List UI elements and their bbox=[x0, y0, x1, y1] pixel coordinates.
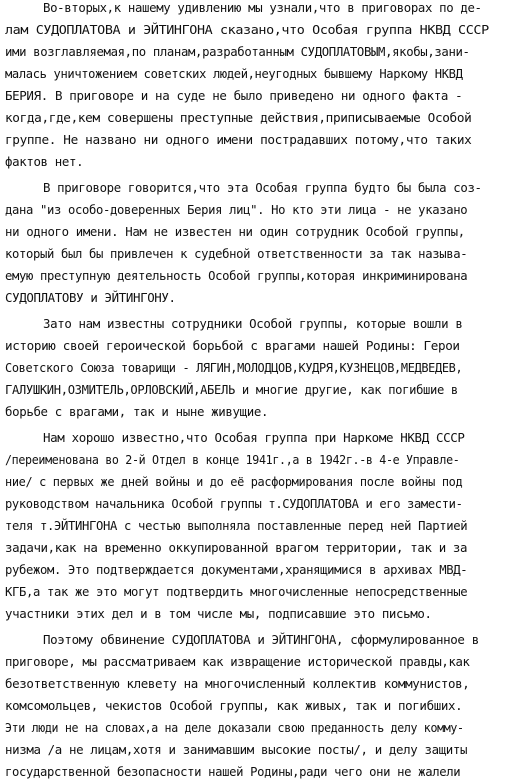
text-line: государственной безопасности нашей Родины,ради чего они не жалели bbox=[5, 764, 461, 779]
text-line: БЕРИЯ. В приговоре и на суде не было приведено ни одного факта - bbox=[5, 88, 463, 103]
text-line: задачи,как на временно оккупированной врагом территории, так и за bbox=[5, 540, 468, 555]
text-line: Нам хорошо известно,что Особая группа при Наркоме НКВД СССР bbox=[43, 430, 465, 445]
text-line: дана "из особо-доверенных Берия лиц". Но кто эти лица - не указано bbox=[5, 202, 468, 217]
text-line: когда,где,кем совершены преступные действия,приписываемые Особой bbox=[5, 110, 472, 125]
text-line: В приговоре говорится,что эта Особая группа будто бы была соз- bbox=[43, 180, 482, 195]
text-line: приговоре, мы рассматриваем как извращение исторической правды,как bbox=[5, 654, 470, 669]
text-line: который был бы привлечен к судебной ответственности за так называ- bbox=[5, 246, 468, 261]
text-line: руководством начальника Особой группы т.СУДОПЛАТОВА и его замести- bbox=[5, 496, 463, 511]
text-line: Поэтому обвинение СУДОПЛАТОВА и ЭЙТИНГОНА, сформулированное в bbox=[43, 632, 479, 647]
text-line: ние/ с первых же дней войны и до её расформирования после войны под bbox=[5, 474, 463, 489]
text-line: фактов нет. bbox=[5, 154, 84, 169]
text-line: низма /а не лицам,хотя и занимавшим высокие посты/, и делу защиты bbox=[5, 742, 468, 757]
text-line: борьбе с врагами, так и ныне живущие. bbox=[5, 404, 269, 419]
text-line: комсомольцев, чекистов Особой группы, как живых, так и погибших. bbox=[5, 698, 463, 713]
text-line: Эти люди не на словах,а на деле доказали свою преданность делу комму- bbox=[5, 720, 464, 735]
text-line: /переименована во 2-й Отдел в конце 1941г.,а в 1942г.-в 4-е Управле- bbox=[5, 452, 460, 467]
text-line: Советского Союза товарищи - ЛЯГИН,МОЛОДЦОВ,КУДРЯ,КУЗНЕЦОВ,МЕДВЕДЕВ, bbox=[5, 360, 463, 375]
text-line: теля т.ЭЙТИНГОНА с честью выполняла поставленные перед ней Партией bbox=[5, 518, 468, 533]
text-line: историю своей героической борьбой с врагами нашей Родины: Герои bbox=[5, 338, 460, 353]
text-line: лам СУДОПЛАТОВА и ЭЙТИНГОНА сказано,что Особая группа НКВД СССР bbox=[5, 22, 489, 37]
text-line: безответственную клевету на многочисленный коллектив коммунистов, bbox=[5, 676, 470, 691]
text-line: СУДОПЛАТОВУ и ЭЙТИНГОНУ. bbox=[5, 290, 176, 305]
text-line: участники этих дел и в том числе мы, подписавшие это письмо. bbox=[5, 606, 432, 621]
text-line: Во-вторых,к нашему удивлению мы узнали,что в приговорах по де- bbox=[43, 0, 482, 15]
text-line: рубежом. Это подтверждается документами,хранящимися в архивах МВД- bbox=[5, 562, 468, 577]
text-line: ни одного имени. Нам не известен ни один сотрудник Особой группы, bbox=[5, 224, 465, 239]
text-line: ими возглавляемая,по планам,разработанным СУДОПЛАТОВЫМ,якобы,зани- bbox=[5, 44, 470, 59]
text-line: ГАЛУШКИН,ОЗМИТЕЛЬ,ОРЛОВСКИЙ,АБЕЛЬ и многие другие, как погибшие в bbox=[5, 382, 458, 397]
text-line: малась уничтожением советских людей,неугодных бывшему Наркому НКВД bbox=[5, 66, 463, 81]
text-line: емую преступную деятельность Особой группы,которая инкриминирована bbox=[5, 268, 468, 283]
text-line: КГБ,а так же это могут подтвердить многочисленные непосредственные bbox=[5, 584, 468, 599]
text-line: Зато нам известны сотрудники Особой группы, которые вошли в bbox=[43, 316, 463, 331]
text-line: группе. Не названо ни одного имени пострадавших потому,что таких bbox=[5, 132, 472, 147]
